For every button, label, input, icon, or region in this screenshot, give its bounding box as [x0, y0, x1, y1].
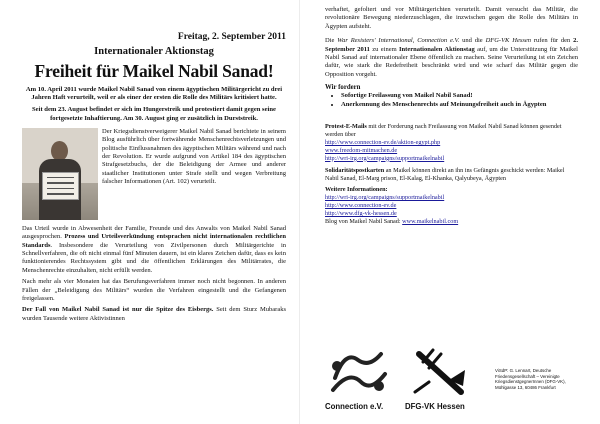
verdict-paragraph: Das Urteil wurde in Abwesenheit der Familie, Freunde und des Anwalts von Maikel Nabil Sanad ausgesprochen. Prozess und Urteilsverkündung entsprachen nicht internationalen rechtlichen Standards. Insbesondere die Verurteilung von Zivilpersonen durch Militärgerichte in Schnellverfahren, die oft nicht einmal fünf Minuten dauern, ist ein klares Zeichen dafür, dass es kein funktionierendes Rechtssystem gibt und die öffentlichen Erklärungen des Militärrates, die Menschenrechte einzuhalten, nicht erfüllt werden. — [22, 224, 286, 274]
page-title: Freiheit für Maikel Nabil Sanad! — [34, 61, 274, 81]
protest-sign-icon — [42, 172, 79, 200]
logo-area — [325, 340, 580, 424]
info-link-3[interactable]: http://www.dfg-vk-hessen.de — [325, 210, 397, 218]
lead-paragraph-1: Am 10. April 2011 wurde Maikel Nabil Sanad von einem ägyptischen Militärgericht zu drei Jahren Haft verurteilt, weil er als einer der ersten die Rolle des Militärs kritisiert hatte. — [25, 86, 283, 102]
call-to-action-paragraph: Die War Resisters' International, Connection e.V. und die DFG-VK Hessen rufen für den 2. September 2011 zu einem Internationalen Aktionstag auf, um die Unterstützung für Maikel Nabil Sanad auf internationaler Ebene öffentlich zu machen. Seine Verurteilung ist ein Zeichen dafür, wie stark die Redefreiheit beschränkt wird und wie scharf das Militär gegen die Opposition vorgeht. — [325, 37, 578, 78]
dfg-vk-caption: DFG-VK Hessen — [405, 402, 465, 411]
solidarity-paragraph: Solidaritätspostkarten an Maikel können direkt an ihn ins Gefängnis geschickt werden: Maikel Nabil Sanad, El-Marg prison, El-Kalag, El-Khanka, Qalyubeya, Ägypten — [325, 166, 565, 182]
demand-item: • Anerkennung des Menschenrechts auf Meinungsfreiheit auch in Ägypten — [341, 101, 578, 109]
info-heading: Weitere Informationen: — [325, 186, 388, 194]
appeal-paragraph: Nach mehr als vier Monaten hat das Berufungsverfahren immer noch nicht begonnen. In anderen Fällen der „Beleidigung des Militärs“ wurden die Verfahren eingestellt und die Gefangenen freigelassen. — [22, 278, 286, 303]
connection-logo-icon — [325, 340, 391, 410]
protest-link-3[interactable]: http://wri-irg.org/campaigns/supportmaikelnabil — [325, 154, 445, 162]
demand-item: • Sofortige Freilassung von Maikel Nabil Sanad! — [341, 92, 578, 100]
info-link-1[interactable]: http://wri-irg.org/campaigns/supportmaikelnabil — [325, 194, 445, 202]
blog-line: Blog von Maikel Nabil Sanad: www.maikelnabil.com — [325, 218, 459, 226]
subtitle: Internationaler Aktionstag — [94, 46, 214, 57]
imprint: ViSdP: G. Lennart, Deutsche Friedensgesellschaft – Vereinigte KriegsdienstgegnerInnen (DFG-VK), Mühlgasse 13, 60486 Frankfurt — [495, 368, 566, 390]
dfg-vk-logo-icon — [405, 340, 475, 410]
continuation-paragraph: verhaftet, gefoltert und vor Militärgerichten verurteilt. Damit versucht das Militär, die revolutionäre Bewegung niederzuschlagen, die inzwischen gegen die Rolle des Militärs in Ägypten aufsteht. — [325, 6, 578, 30]
protester-photo — [22, 128, 98, 220]
demands-heading: Wir fordern — [325, 84, 361, 92]
info-link-2[interactable]: http://www.connection-ev.de — [325, 202, 397, 210]
info-section — [325, 123, 578, 226]
protest-link-1[interactable]: http://www.connection-ev.de/aktion-egypt.php — [325, 138, 441, 146]
protest-paragraph: Protest-E-Mails mit der Forderung nach Freilassung von Maikel Nabil Sanad können gesendet werden über — [325, 123, 562, 138]
lead-paragraph-2: Seit dem 23. August befindet er sich im Hungerstreik und protestiert damit gegen seine fortgesetzte Inhaftierung. Am 30. August ging er zusätzlich in Durststreik. — [32, 106, 276, 122]
date: Freitag, 2. September 2011 — [177, 32, 286, 42]
intro-paragraph: Der Kriegsdienstverweigerer Maikel Nabil Sanad berichtete in seinem Blog ausführlich über fortwährende Menschenrechtsverletzungen und politische Einflussnahmen des ägyptischen Militärs während und nach der Revolution. Er wurde aufgrund von Artikel 184 des ägyptischen Strafgesetzbuchs, der die Beleidigung der Armee und anderer staatlicher Institutionen unter Strafe stellt und wegen Verbreitung falscher Informationen (Art. 102) verurteilt. — [102, 127, 286, 186]
intro-block — [22, 128, 286, 222]
connection-caption: Connection e.V. — [325, 402, 384, 411]
protest-link-2[interactable]: www.freedom-mitmachen.de — [325, 146, 398, 154]
blog-link[interactable]: www.maikelnabil.com — [402, 218, 459, 226]
iceberg-paragraph: Der Fall von Maikel Nabil Sanad ist nur die Spitze des Eisbergs. Seit dem Sturz Mubaraks wurden Tausende weitere Aktivistinnen — [22, 306, 286, 322]
demands-list — [325, 92, 578, 109]
